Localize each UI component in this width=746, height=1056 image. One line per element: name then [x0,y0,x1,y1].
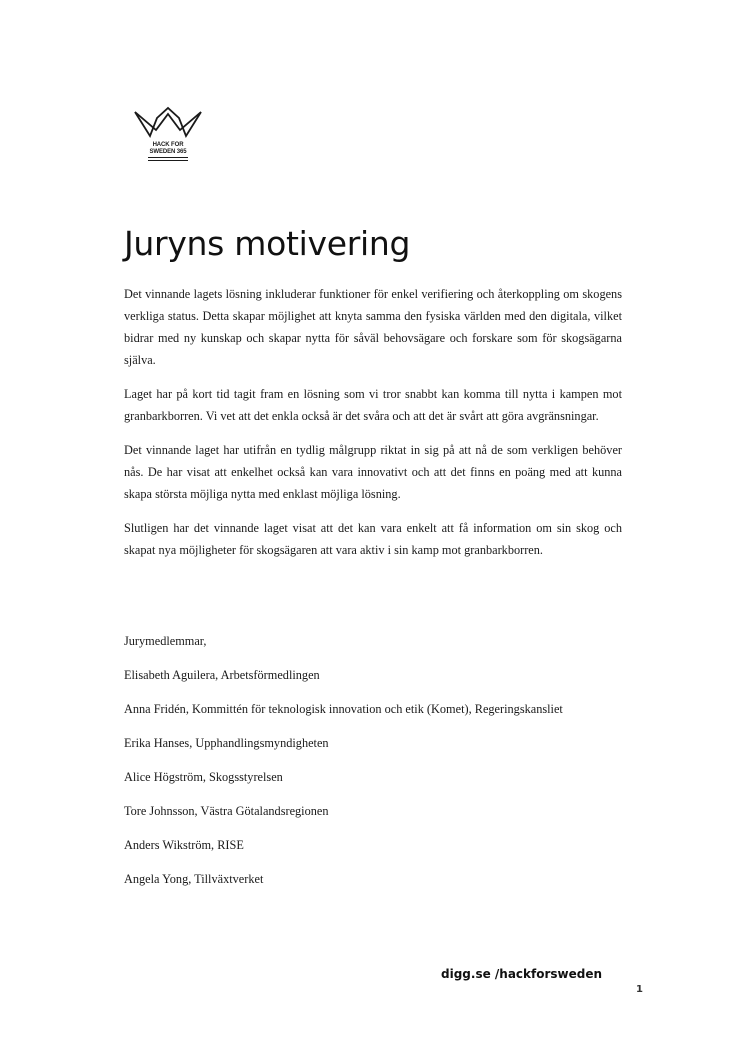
jury-member: Angela Yong, Tillväxtverket [124,872,264,886]
logo-divider [148,157,188,158]
paragraph: Det vinnande laget har utifrån en tydlig målgrupp riktat in sig på att nå de som verkligen behöver nås. De har visat att enkelhet också kan vara innovativt och att det finns en poäng med att kunna skapa största möjliga nytta med enklast möjliga lösning. [124,443,622,501]
motivation-text [124,283,622,573]
paragraph: Laget har på kort tid tagit fram en lösning som vi tror snabbt kan komma till nytta i kampen mot granbarkborren. Vi vet att det enkla också är det svåra och att det är svårt att göra avgränsningar. [124,387,622,423]
jury-member: Erika Hanses, Upphandlingsmyndigheten [124,736,329,750]
logo-text-line1: HACK FOR [152,142,184,148]
logo-text-line2: SWEDEN 365 [149,149,187,155]
footer-url: digg.se /hackforsweden [441,967,603,981]
crown-icon [132,106,204,142]
jury-member: Anna Fridén, Kommittén för teknologisk innovation och etik (Komet), Regeringskansliet [124,702,563,716]
page-title: Juryns motivering [124,224,411,263]
jury-member: Alice Högström, Skogsstyrelsen [124,770,283,784]
logo-divider [148,160,188,161]
jury-member: Anders Wikström, RISE [124,838,244,852]
page-number: 1 [636,984,643,995]
jury-member: Elisabeth Aguilera, Arbetsförmedlingen [124,668,320,682]
hack-for-sweden-logo [132,106,204,168]
paragraph: Det vinnande lagets lösning inkluderar funktioner för enkel verifiering och återkoppling om skogens verkliga status. Detta skapar möjlighet att knyta samma den fysiska världen med den digitala, vilket bidrar med ny kunskap och skapar nytta för såväl behovsägare och forskare som för skogsägarna själva. [124,287,622,367]
paragraph: Slutligen har det vinnande laget visat att det kan vara enkelt att få information om sin skog och skapat nya möjligheter för skogsägaren att vara aktiv i sin kamp mot granbarkborren. [124,521,622,557]
jury-member: Tore Johnsson, Västra Götalandsregionen [124,804,329,818]
jury-list [124,630,644,902]
jury-heading: Jurymedlemmar, [124,634,207,648]
